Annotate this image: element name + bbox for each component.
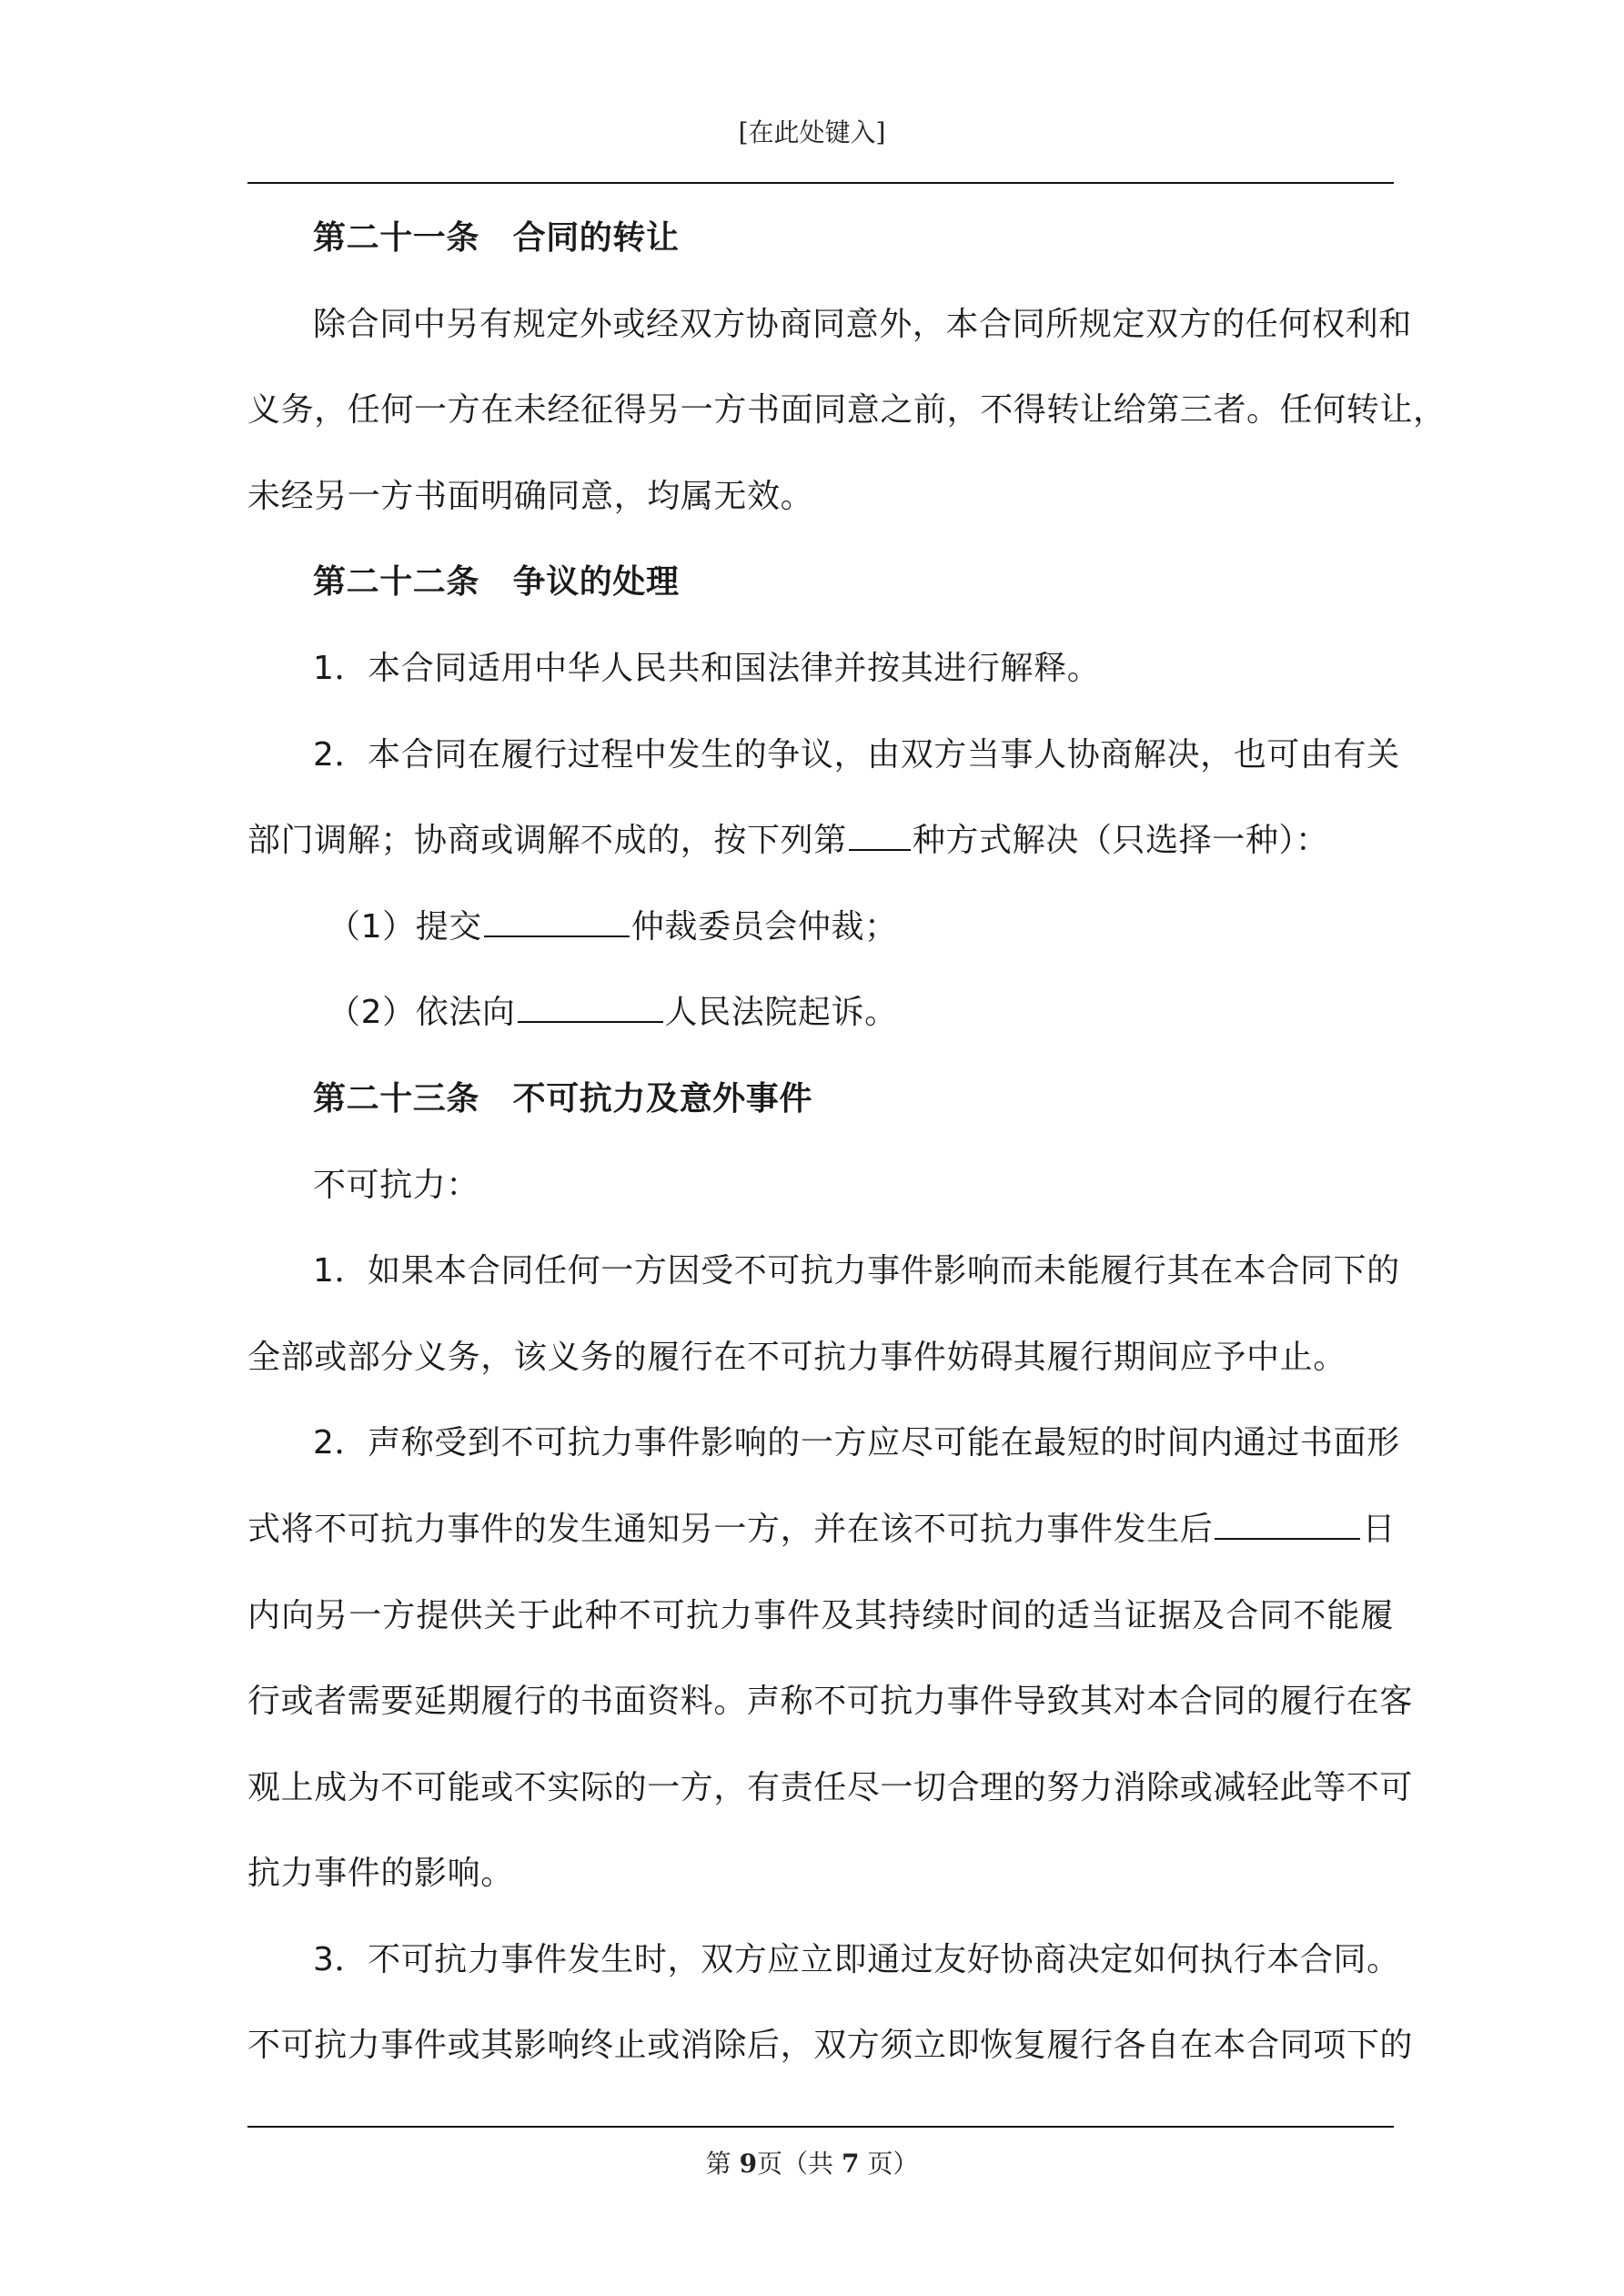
article-23-item-3-line-2: 不可抗力事件或其影响终止或消除后，双方须立即恢复履行各自在本合同项下的 [247,2027,1414,2065]
text-segment: （1）提交 [328,907,482,946]
article-23-subtitle: 不可抗力： [313,1166,480,1204]
article-21-line-3: 未经另一方书面明确同意，均属无效。 [247,477,814,515]
text-segment: 人民法院起诉。 [664,994,898,1032]
page-footer [0,2148,1624,2180]
article-23-item-2-line-6: 抗力事件的影响。 [247,1855,514,1893]
text-segment: 仲裁委员会仲裁； [630,907,898,946]
article-23-item-2-line-5: 观上成为不可能或不实际的一方，有责任尽一切合理的努力消除或减轻此等不可 [247,1768,1414,1806]
footer-page-number: 9 [739,2149,758,2179]
text-segment: 部门调解；协商或调解不成的，按下列第 [247,822,847,860]
article-23-item-2-line-3: 内向另一方提供关于此种不可抗力事件及其持续时间的适当证据及合同不能履 [247,1596,1394,1634]
article-23-item-1-line-1: 1．如果本合同任何一方因受不可抗力事件影响而未能履行其在本合同下的 [313,1252,1400,1290]
article-23-item-2-line-4: 行或者需要延期履行的书面资料。声称不可抗力事件导致其对本合同的履行在客 [247,1683,1414,1721]
header-rule [247,182,1394,184]
article-21-title: 第二十一条 合同的转让 [313,219,680,257]
footer-rule [247,2126,1394,2128]
article-22-title: 第二十二条 争议的处理 [313,563,680,602]
footer-total-pages: 7 [841,2149,860,2179]
text-segment: 式将不可抗力事件的发生通知另一方，并在该不可抗力事件发生后 [247,1510,1214,1548]
fill-in-blank-method-number[interactable] [849,818,911,851]
document-body [247,196,1447,2089]
article-23-item-3-line-1: 3．不可抗力事件发生时，双方应立即通过友好协商决定如何执行本合同。 [313,1940,1400,1978]
article-22-item-1: 1．本合同适用中华人民共和国法律并按其进行解释。 [313,649,1101,687]
text-segment: 种方式解决（只选择一种）： [912,822,1329,860]
article-23-item-2-line-1: 2．声称受到不可抗力事件影响的一方应尽可能在最短的时间内通过书面形 [313,1424,1400,1462]
fill-in-blank-days[interactable] [1215,1507,1360,1540]
article-21-line-1: 除合同中另有规定外或经双方协商同意外，本合同所规定双方的任何权利和 [313,305,1412,343]
article-22-option-2 [247,970,1394,1057]
article-23-title: 第二十三条 不可抗力及意外事件 [313,1079,813,1118]
footer-prefix: 第 [705,2149,740,2179]
text-segment: 日 [1362,1510,1397,1548]
article-23-item-1-line-2: 全部或部分义务，该义务的履行在不可抗力事件妨碍其履行期间应予中止。 [247,1338,1347,1376]
article-23-item-2-line-2 [247,1487,1397,1573]
fill-in-blank-arbitration-commission[interactable] [484,905,630,937]
article-22-item-2-line-2 [247,798,1394,885]
footer-middle: 页（共 [757,2149,842,2179]
fill-in-blank-court[interactable] [518,990,663,1023]
article-22-item-2-line-1: 2．本合同在履行过程中发生的争议，由双方当事人协商解决，也可由有关 [313,735,1400,774]
footer-suffix: 页） [859,2149,919,2179]
page-header[interactable]: [在此处键入] [738,117,886,147]
text-segment: （2）依法向 [328,994,516,1032]
article-22-option-1 [247,885,1394,971]
article-21-line-2: 义务，任何一方在未经征得另一方书面同意之前，不得转让给第三者。任何转让， [247,391,1447,430]
